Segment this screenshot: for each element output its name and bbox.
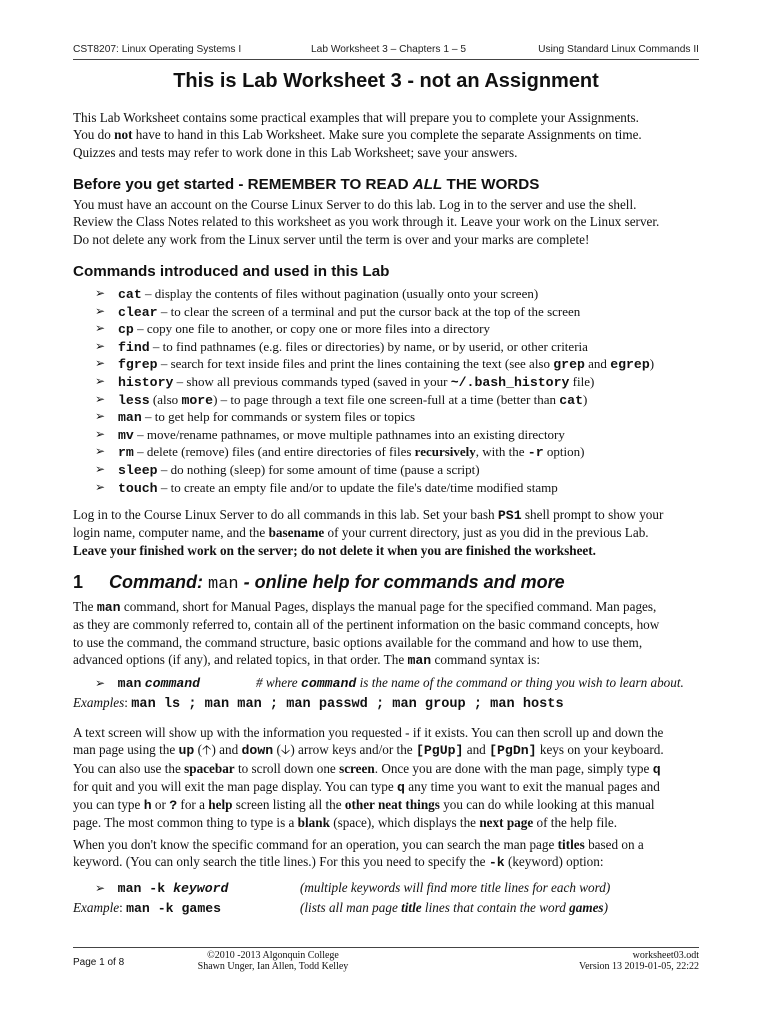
header-topic: Using Standard Linux Commands II xyxy=(538,44,699,55)
list-item: ➢ sleep – do nothing (sleep) for some amount of time (pause a script) xyxy=(95,461,480,478)
list-item: ➢ touch – to create an empty file and/or to update the file's date/time modified stamp xyxy=(95,479,558,496)
page-title: This is Lab Worksheet 3 - not an Assignment xyxy=(173,70,599,92)
list-item: ➢ mv – move/rename pathnames, or move multiple pathnames into an existing directory xyxy=(95,426,565,443)
man-description-paragraph: The man command, short for Manual Pages, displays the manual page for the specified command. Man pages, as they are commonly referred to, contain all of the pertinent information on the basic command concepts, how to use the command, the command structure, basic options available for the command and how to use them, advanced options (if any), and related topics, in that order. The man command syntax is: xyxy=(73,599,660,668)
bullet-arrow-icon: ➢ xyxy=(95,338,106,353)
commands-heading: Commands introduced and used in this Lab xyxy=(73,263,390,280)
list-item: ➢ less (also more) – to page through a text file one screen-full at a time (better than cat) xyxy=(95,391,588,408)
list-item: ➢ fgrep – search for text inside files and print the lines containing the text (see also grep and egrep) xyxy=(95,356,655,373)
footer-page-number: Page 1 of 8 xyxy=(73,957,125,968)
down-arrow-icon: (🡣) xyxy=(273,742,295,758)
up-arrow-icon: (🡡) xyxy=(194,742,216,758)
man-k-syntax: ➢ man -k keyword xyxy=(95,881,229,896)
intro-paragraph: This Lab Worksheet contains some practical examples that will prepare you to complete your Assignments. You do not have to hand in this Lab Worksheet. Make sure you complete the separate Assignments on time. Quizzes and tests may refer to work done in this Lab Worksheet; save your answers. xyxy=(73,110,642,160)
commands-list xyxy=(95,286,699,497)
list-item: ➢ cp – copy one file to another, or copy one or more files into a directory xyxy=(95,321,490,338)
bullet-arrow-icon: ➢ xyxy=(95,373,106,388)
bullet-arrow-icon: ➢ xyxy=(95,321,106,336)
list-item: ➢ cat – display the contents of files without pagination (usually onto your screen) xyxy=(95,286,539,302)
list-item: ➢ rm – delete (remove) files (and entire directories of files recursively, with the -r option) xyxy=(95,444,585,461)
man-navigation-paragraph: A text screen will show up with the information you requested - if it exists. You can then scroll up and down the man page using the up (🡡) and down (🡣) arrow keys and/or the [PgUp] and [PgDn] keys on your keyboard. You can also use the spacebar to scroll down one screen. Once you are done with the man page, simply type q for quit and you will exit the man page display. You can type q any time you want to exit the manual pages and you can type h or ? for a help screen listing all the other neat things you can do while looking at this manual page. The most common thing to type is a blank (space), which displays the next page of the help file. xyxy=(73,725,664,831)
man-k-example: Example: man -k games xyxy=(73,900,222,916)
bullet-arrow-icon: ➢ xyxy=(95,426,106,441)
before-heading: Before you get started - REMEMBER TO READ ALL THE WORDS xyxy=(73,176,540,193)
bullet-arrow-icon: ➢ xyxy=(95,356,106,371)
bullet-arrow-icon: ➢ xyxy=(95,881,106,895)
before-paragraph: You must have an account on the Course Linux Server to do this lab. Log in to the server and use the shell. Review the Class Notes related to this worksheet as you work through it. Leave your work on the Linux server. Do not delete any work from the Linux server until the term is over and your marks are complete! xyxy=(73,197,660,247)
footer-file-info: worksheet03.odt Version 13 2019-01-05, 22:22 xyxy=(579,950,699,972)
bullet-arrow-icon: ➢ xyxy=(95,676,106,690)
man-keyword-paragraph: When you don't know the specific command for an operation, you can search the man page titles based on a keyword. (You can only search the title lines.) For this you need to specify the -k (keyword) option: xyxy=(73,837,644,871)
bullet-arrow-icon: ➢ xyxy=(95,409,106,424)
footer-rule xyxy=(73,947,699,948)
man-syntax-comment: # where command is the name of the command or thing you wish to learn about. xyxy=(256,675,684,691)
bullet-arrow-icon: ➢ xyxy=(95,479,106,494)
man-k-comment: (multiple keywords will find more title lines for each word) xyxy=(300,880,611,895)
bullet-arrow-icon: ➢ xyxy=(95,303,106,318)
list-item: ➢ man – to get help for commands or system files or topics xyxy=(95,409,416,426)
header-course: CST8207: Linux Operating Systems I xyxy=(73,44,242,55)
bullet-arrow-icon: ➢ xyxy=(95,444,106,459)
list-item: ➢ find – to find pathnames (e.g. files or directories) by name, or by userid, or other criteria xyxy=(95,338,588,355)
bullet-arrow-icon: ➢ xyxy=(95,461,106,476)
header-worksheet: Lab Worksheet 3 – Chapters 1 – 5 xyxy=(311,44,466,55)
header-rule xyxy=(73,59,699,60)
section-1-heading: 1 Command: man - online help for commands and more xyxy=(73,572,565,594)
bullet-arrow-icon: ➢ xyxy=(95,286,106,300)
list-item: ➢ clear – to clear the screen of a terminal and put the cursor back at the top of the screen xyxy=(95,303,581,320)
man-k-example-comment: (lists all man page title lines that contain the word games) xyxy=(300,900,608,915)
man-examples: Examples: man ls ; man man ; man passwd ; man group ; man hosts xyxy=(73,695,564,712)
footer-copyright: ©2010 -2013 Algonquin College Shawn Unger, Ian Allen, Todd Kelley xyxy=(197,950,349,972)
list-item: ➢ history – show all previous commands typed (saved in your ~/.bash_history file) xyxy=(95,373,595,390)
page-header xyxy=(73,44,699,58)
bullet-arrow-icon: ➢ xyxy=(95,391,106,406)
login-paragraph: Log in to the Course Linux Server to do all commands in this lab. Set your bash PS1 shell prompt to show your login name, computer name, and the basename of your current directory, just as you did in the previous Lab. Leave your finished work on the server; do not delete it when you are finished the worksheet. xyxy=(73,507,664,558)
man-syntax: ➢ man command xyxy=(95,676,201,691)
